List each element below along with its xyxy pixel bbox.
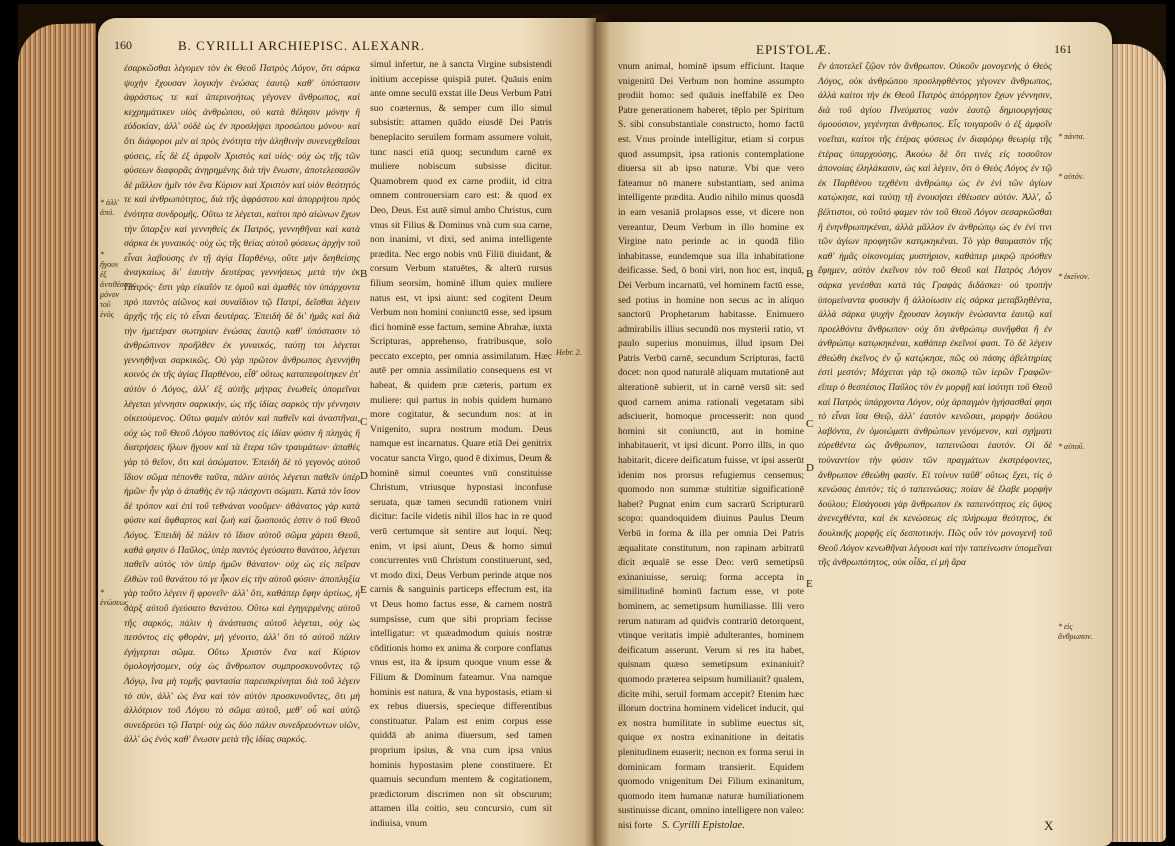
left-page	[98, 18, 596, 846]
margin-letter: C	[806, 418, 814, 430]
right-page-edges	[1110, 44, 1166, 842]
running-head: B. CYRILLI ARCHIEPISC. ALEXANR.	[178, 38, 425, 53]
margin-note: * πάντα.	[1058, 132, 1085, 141]
open-book	[18, 4, 1166, 842]
left-page-edges	[18, 23, 96, 842]
margin-letter: D	[360, 470, 368, 482]
margin-letter: B	[806, 268, 814, 280]
margin-note: * αὐτοῦ.	[1058, 442, 1085, 451]
scripture-reference: Hebr. 2.	[556, 348, 582, 357]
margin-letter: C	[360, 416, 368, 428]
latin-column: vnum animal, hominē ipsum efficiunt. Itaque vnigenitū Dei Verbum non homine assumpto prodiit homo: sed quāuis ineffabilē ex Deo Patre generationem haberet, tēplo per Spiritum S. sibi consubstantiale constructo, homo factū est. Vnus proinde intelligitur, etiam si corpus quod assumpsit, ipsa rationis contemplatione diuersa sit ab ipso naturæ. Vbi que vero fateamur nō manere substantiam, sed anima intelligente prædita. Audio nihilo minus quosdā in eam vesaniā prolapsos esse, vt dicere non vereantur, Deum Verbum in illo homine ex Virgine nato perinde ac in quodā filio inhabitasse, eundemque sua illa inhabitatione deificasse. Sed, ō boni viri, non hoc est, inquā, Dei Verbum incarnatū, vel hominem factū esse, sed potius in homine non secus ac in aliquo sanctorū Prophetarum habitasse. Enimuero admirabilis illius secundū nos mysterii ratio, vt paulo superius monuimus, illud ipsum Dei Patris Verbū carnē, secundum Scripturas, factū docet: non quod naturalē aliquam mutationē aut alterationē subierit, ut in carnē versū sit: sed quod carnem anima rationali vegetatam sibi adsciuerit, homoque processerit: non quod homini sit coniunctū, aut in homine inhabitauerit, vt ipsi dicunt. Porro illīs, in quo habitarit, dicere deificatum fuisse, vt ipsi asserūt idenim nos prorsus refugiemus censemus; quomodo non summæ stultitiæ significationē habet? Pugnat enim cum sacrarū Scripturarū scopo: quandoquidem diuinus Paulus Deum Verbū in forma & illa per omnia Dei Patris æqualitate constitutum, non rapinam arbitratū dicit æqualē se esse Deo: verū semetipsū exinaniuisse, seruiq; forma accepta in similitudinē hominū factum esse, vt pote hominem, ac semetipsum humiliasse. Illi vero rerum naturam ad quidvis contrariū detorquent, vtinque veritatis impiè adulterantes, hominem deificatum asserunt. Verum si res ita habet, quisnam quæso semetipsum exinaniuit? quomodo præterea seipsum humiliauit? qualem, dicite mihi, seruil formam accepit? Etenim hæc illorum doctrina hominem videlicet inducit, qui ex nostra humilitate in sublime euectus sit, quique ex nostra exinanitione in deitatis plenitudinem euaserit; necnon ex forma serui in dominicam formam transierit. Equidem quomodo vnigenitum Dei Filium exinanitum, quomodo item humanæ naturæ humiliationem sustinuisse dicant, omnino intelligere non valeo: nisi forte	[618, 61, 804, 831]
running-head: EPISTOLÆ.	[756, 42, 832, 57]
page-number: 160	[114, 38, 132, 52]
margin-note: * ἤγουν ἐξ ἀντιθέσεως μόνον τοῦ ἑνὸς	[100, 250, 136, 319]
right-page	[596, 22, 1112, 846]
greek-column: ἐσαρκῶσθαι λέγομεν τὸν ἐκ Θεοῦ Πατρὸς Λόγον, ὅτι σάρκα ψυχὴν ἔχουσαν λογικὴν ἑνώσας ἑαυτῷ καθ' ὑπόστασιν ἀφράστως τε καὶ ἀπερινοήτως γέγονεν ἄνθρωπος, καὶ κεχρημάτικεν υἱὸς ἀνθρώπου, οὐ κατὰ θέλησιν μόνην ἢ εὐδοκίαν, ἀλλ' οὐδὲ ὡς ἐν προσλήψει προσώπου μόνου· καὶ ὅτι διάφοροι μὲν αἱ πρὸς ἑνότητα τὴν ἀληθινὴν συνενεχθεῖσαι φύσεις, εἷς δὲ ἐξ ἀμφοῖν Χριστὸς καὶ υἱός· οὐχ ὡς τῆς τῶν φύσεων διαφορᾶς ἀνῃρημένης διὰ τὴν ἕνωσιν, ἀποτελεσασῶν δὲ μᾶλλον ἡμῖν τὸν ἕνα Κύριον καὶ Χριστὸν καὶ υἱὸν θεότητός τε καὶ ἀνθρωπότητος, διὰ τῆς ἀφράστου καὶ ἀπορρήτου πρὸς ἑνότητα συνδρομῆς. Οὕτω τε λέγεται, καίτοι πρὸ αἰώνων ἔχων τὴν ὕπαρξιν καὶ γεννηθεὶς ἐκ Πατρός, γεννηθῆναι καὶ κατὰ σάρκα ἐκ γυναικός· οὐχ ὡς τῆς θείας αὐτοῦ φύσεως ἀρχὴν τοῦ εἶναι λαβούσης ἐν τῇ ἁγίᾳ Παρθένῳ, οὔτε μὴν δεηθείσης ἀναγκαίως δι' ἑαυτὴν δευτέρας γεννήσεως μετὰ τὴν ἐκ Πατρός· ἔστι γὰρ εἰκαῖόν τε ὁμοῦ καὶ ἀμαθὲς τὸν ὑπάρχοντα πρὸ παντὸς αἰῶνος καὶ συναΐδιον τῷ Πατρί, δεῖσθαι λέγειν ἀρχῆς τῆς εἰς τὸ εἶναι δευτέρας. Ἐπειδὴ δὲ δι' ἡμᾶς καὶ διὰ τὴν ἡμετέραν σωτηρίαν ἑνώσας ἑαυτῷ καθ' ὑπόστασιν τὸ ἀνθρώπινον προῆλθεν ἐκ γυναικός, ταύτῃ τοι λέγεται γεννηθῆναι σαρκικῶς. Οὐ γὰρ πρῶτον ἄνθρωπος ἐγεννήθη κοινὸς ἐκ τῆς ἁγίας Παρθένου, εἶθ' οὕτως καταπεφοίτηκεν ἐπ' αὐτὸν ὁ Λόγος, ἀλλ' ἐξ αὐτῆς μήτρας ἑνωθεὶς ὑπομεῖναι λέγεται γέννησιν σαρκικήν, ὡς τῆς ἰδίας σαρκὸς τὴν γέννησιν οἰκειούμενος. Οὕτω φαμὲν αὐτὸν καὶ παθεῖν καὶ ἀναστῆναι, οὐχ ὡς τοῦ Θεοῦ Λόγου παθόντος εἰς ἰδίαν φύσιν ἢ πληγὰς ἢ διατρήσεις ἥλων ἤγουν καὶ τὰ ἕτερα τῶν τραυμάτων· ἀπαθὲς γὰρ τὸ θεῖον, ὅτι καὶ ἀσώματον. Ἐπειδὴ δὲ τὸ γεγονὸς αὐτοῦ ἴδιον σῶμα πέπονθε ταῦτα, πάλιν αὐτὸς λέγεται παθεῖν ὑπὲρ ἡμῶν· ἦν γὰρ ὁ ἀπαθὴς ἐν τῷ πάσχοντι σώματι. Κατὰ τὸν ἴσον δὲ τρόπον καὶ ἐπὶ τοῦ τεθνάναι νοοῦμεν· ἀθάνατος γὰρ κατὰ φύσιν καὶ ἄφθαρτος καὶ ζωὴ καὶ ζωοποιός ἐστιν ὁ τοῦ Θεοῦ Λόγος. Ἐπειδὴ δὲ πάλιν τὸ ἴδιον αὐτοῦ σῶμα χάριτι Θεοῦ, καθά φησιν ὁ Παῦλος, ὑπὲρ παντὸς ἐγεύσατο θανάτου, λέγεται παθεῖν αὐτὸς τὸν ὑπὲρ ἡμῶν θάνατον· οὐχ ὡς εἰς πεῖραν ἐλθὼν τοῦ θανάτου τό γε ἧκον εἰς τὴν αὐτοῦ φύσιν· ἀποπληξία γὰρ τοῦτο λέγειν ἢ φρονεῖν· ἀλλ' ὅτι, καθάπερ ἔφην ἀρτίως, ἡ σὰρξ αὐτοῦ ἐγεύσατο θανάτου. Οὕτω καὶ ἐγηγερμένης αὐτοῦ τῆς σαρκός, πάλιν ἡ ἀνάστασις αὐτοῦ λέγεται, οὐχ ὡς πεσόντος εἰς φθορὰν, μὴ γένοιτο, ἀλλ' ὅτι τὸ αὐτοῦ πάλιν ἐγήγερται σῶμα. Οὕτω Χριστὸν ἕνα καὶ Κύριον ὁμολογήσομεν, οὐχ ὡς ἄνθρωπον συμπροσκυνοῦντες τῷ Λόγῳ, ἵνα μὴ τομῆς φαντασία παρεισκρίνηται διὰ τοῦ λέγειν τὸ σύν, ἀλλ' ὡς ἕνα καὶ τὸν αὐτὸν προσκυνοῦντες, ὅτι μὴ ἀλλότριον τοῦ Λόγου τὸ σῶμα αὐτοῦ, μεθ' οὗ καὶ αὐτῷ συνεδρεύει τῷ Πατρί· οὐχ ὡς δύο πάλιν συνεδρευόντων υἱῶν, ἀλλ' ὡς ἑνὸς καθ' ἕνωσιν μετὰ τῆς ἰδίας σαρκός.	[124, 63, 360, 746]
margin-note: * αὐτόν.	[1058, 172, 1085, 181]
margin-note: * ἐνώσεως	[100, 588, 129, 607]
margin-note: * ἀλλ' ἀπό.	[100, 198, 119, 217]
margin-letter: E	[806, 578, 813, 590]
margin-letter: D	[806, 462, 814, 474]
margin-note: * ἐκεῖνον.	[1058, 272, 1090, 281]
margin-letter: B	[360, 268, 368, 280]
signature-mark: X	[1044, 818, 1054, 833]
latin-column: simul infertur, ne à sancta Virgine subsistendi initium accepisse quispiā putet. Quāuis enim ante omne seculū exstat ille Deus Verbum Patri suo coæternus, & semper cum illo simul subsistit: attamen quādo eiusdē Dei Patris beneplacito seruilem formam assumere voluit, tunc nasci etiā quoq; secundum carnē ex muliere nobiscum subsisse dicitur. Quamobrem quod ex carne prodiit, id citra omnem controuersiam caro est: & quod ex Deo, Deus. Est autē simul ambo Christus, cum vnus sit Filius & Dominus vnà cum sua carne, non inanimi, vt dixi, sed anima intelligente prædita. Nec ergo nobis vnū Filiū diuidant, & corsum Verbum statuētes, & alterū rursus filium seorsim, hominē illum quiex muliere natus est, vt ipsi aiunt: sed cogitent Deum Verbum non homini coniunctū esse, sed ipsum dici hominē esse factum, semine Abrahæ, iuxta Scripturas, apprehenso, fratribusque, solo peccato excepto, per omnia assimilatum. Hæc autē per omnia assimilatio consequens est vt habeat, & quidem præ cæteris, partum ex muliere: qui partus in nobis quidem humano more cogitatur, & secundum nos: at in Vnigenito, supra nostrum modum. Deus namque est incarnatus. Quare etiā Dei genitrix vocatur sancta Virgo, quod ē diximus, Deum & hominē simul coeuntes vnū constituisse Christum, vtriusque hypostasi inconfuse seruata, quæ tamen secundū rationem vniri dicitur: facile videtis nihil illos hac in re quod verū certumque sit sentire aut loqui. Neq; enim, vt ipsi aiunt, Deus & homo simul concurrentes vnū Christum constituerunt, sed, vt modo dixi, Deus Verbum perinde atque nos carnis & sanguinis particeps effectum est, ita vt Deus homo factus esse, & carnem nostrā sumpsisse, cum que sibi propriam fecisse intelligatur: vt quæadmodum quiuis nostræ cōditionis homo ex anima & corpore conflatus vnus est, ita & ipsum quoque vnum esse & Filium & Dominum fateamur. Vna namque hominis est natura, & vna hypostasis, etiam si ex rebus diuersis, specieque differentibus constituatur. Palam est enim corpus esse quiddā ab anima diuersum, sed tamen proprium ipsius, & vna cum ipsa vnius hominis hypostasim plene constituere. Et quamuis secundum mentem & cogitationem, prædictorum discrimen non sit obscurum; attamen illa coitio, seu concursio, cum sit indiuisa, vnum	[370, 59, 552, 829]
page-number: 161	[1054, 42, 1072, 56]
book-gutter	[584, 14, 610, 846]
greek-column: ἕν ἀποτελεῖ ζῷον τὸν ἄνθρωπον. Οὐκοῦν μονογενὴς ὁ Θεὸς Λόγος, οὐκ ἀνθρώπου προσληφθέντος γέγονεν ἄνθρωπος, ἀλλὰ καίτοι τὴν ἐκ Θεοῦ Πατρὸς ἀπόρρητον ἔχων γέννησιν, διὰ τοῦ ἁγίου Πνεύματος ναὸν ἑαυτῷ δημιουργήσας ὁμοούσιον, γεγένηται ἄνθρωπος. Εἷς τοιγαροῦν ὁ ἐξ ἀμφοῖν νοεῖται, καίτοι τῆς ἑτέρας φύσεως ἐν διαφόρῳ θεωρίᾳ τῆς ἑτέρας ὑπαρχούσης. Ἀκούω δὲ ὅτι τινὲς εἰς τοσοῦτον ἀπονοίας ἐληλάκασιν, ὡς καὶ λέγειν, ὅτι ὁ Θεὸς Λόγος ἐν τῷ ἐκ Παρθένου τεχθέντι ἀνθρώπῳ ὡς ἐν ἑνὶ τῶν ἁγίων κατῴκησε, καὶ ταύτῃ τῇ ἐνοικήσει ἐθέωσεν αὐτόν. Ἀλλ', ὦ βέλτιστοι, οὐ τοῦτό φαμεν τὸν τοῦ Θεοῦ Λόγον σεσαρκῶσθαι ἢ ἐνηνθρωπηκέναι, ἀλλὰ μᾶλλον ἐν ἀνθρώπῳ ὡς ἐν ἑνί τινι τῶν ἁγίων προφητῶν κατῳκηκέναι. Τὸ γὰρ θαυμαστὸν τῆς καθ' ἡμᾶς οἰκονομίας μυστήριον, καθάπερ μικρῷ πρόσθεν ἔφημεν, αὐτὸν ἐκεῖνον τὸν τοῦ Θεοῦ καὶ Πατρὸς Λόγον σάρκα γενέσθαι κατὰ τὰς Γραφὰς διδάσκει· οὐ τροπὴν ὑπομείναντα φυσικὴν ἢ ἀλλοίωσιν εἰς σάρκα μεταβληθέντα, ἀλλὰ σάρκα ψυχὴν ἔχουσαν λογικὴν ἑνώσαντα ἑαυτῷ καὶ προελθόντα ἄνθρωπον· οὐχ ὅτι ἀνθρώπῳ συνῆφθαι ἢ ἐν ἀνθρώπῳ κατῳκηκέναι, καθάπερ ἐκεῖνοί φασι. Τὸ δὲ λέγειν ἐθεώθη ἐκεῖνος ἐν ᾧ κατῴκησε, πῶς οὐ πάσης ἀβελτηρίας ἐστὶ μεστόν; Μάχεται γὰρ τῷ σκοπῷ τῶν ἱερῶν Γραφῶν· εἴπερ ὁ θεσπέσιος Παῦλος τὸν ἐν μορφῇ καὶ ἰσότητι τοῦ Θεοῦ καὶ Πατρὸς ὑπάρχοντα Λόγον, οὐχ ἁρπαγμὸν ἡγήσασθαί φησι τὸ εἶναι ἴσα Θεῷ, ἀλλ' ἑαυτὸν κενῶσαι, μορφὴν δούλου λαβόντα, ἐν ὁμοιώματι ἀνθρώπων γενόμενον, καὶ σχήματι εὑρεθέντα ὡς ἄνθρωπον, ταπεινῶσαι ἑαυτόν. Οἱ δὲ τοὐναντίον τὴν φύσιν τῶν πραγμάτων ἐκστρέφοντες, ἄνθρωπον ἐθεώθη φασίν. Εἰ τοίνυν ταῦθ' οὕτως ἔχει, τίς ὁ κενώσας ἑαυτόν; τίς ὁ ταπεινώσας; ποίαν δὲ ἔλαβε μορφὴν δούλου; Εἰσάγουσι γὰρ ἄνθρωπον ἐκ ταπεινότητος εἰς ὕψος ἀνενεχθέντα, καὶ ἐκ κενώσεως εἰς πλήρωμα θεότητος, ἐκ δουλικῆς μορφῆς εἰς δεσποτικήν. Πῶς οὖν τὸν μονογενῆ τοῦ Θεοῦ Λόγον κενωθῆναι λέγουσι καὶ τὴν ταπείνωσιν ὑπομεῖναι τῆς ἀνθρωπότητος, οὐκ οἶδα, εἰ μὴ ἄρα	[818, 61, 1052, 569]
page-footer: S. Cyrilli Epistolae.	[662, 820, 745, 831]
margin-note: * εἰς ἄνθρωπον.	[1058, 622, 1093, 641]
margin-letter: E	[360, 584, 367, 596]
